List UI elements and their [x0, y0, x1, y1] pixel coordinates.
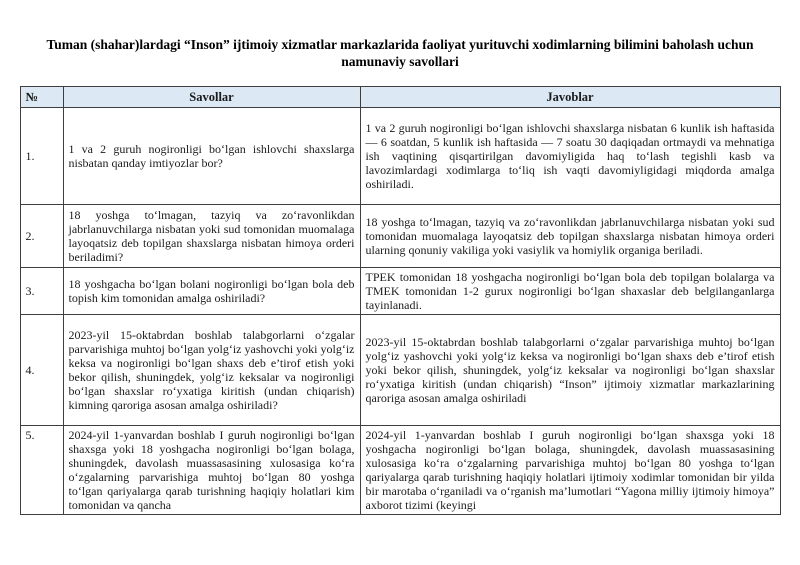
table-row [20, 205, 780, 268]
question-cell: 18 yoshga to‘lmagan, tazyiq va zo‘ravonlikdan jabrlanuvchilarga nisbatan yoki sud tomonidan muomalaga layoqatsiz deb topilgan shaxslarga nisbatan himoya orderi beriladimi? [63, 205, 360, 268]
question-cell [63, 426, 360, 515]
question-text-clipped: 2024-yil 1-yanvardan boshlab I guruh nogironligi bo‘lgan shaxsga yoki 18 yoshgacha nogironligi bo‘lgan bolaga, shuningdek, davolash muassasasining xulosasiga ko‘ra o‘zgalarning parvarishiga muhtoj bo‘lgan 80 yoshga to‘lgan qariyalarga qarab turishning haqiqiy holatlari kim tomonidan va qancha [68, 428, 355, 512]
question-cell: 18 yoshgacha bo‘lgan bolani nogironligi bo‘lgan bola deb topish kim tomonidan amalga oshiriladi? [63, 268, 360, 315]
table-row [20, 315, 780, 426]
column-header-number: № [20, 87, 63, 108]
question-cell: 1 va 2 guruh nogironligi bo‘lgan ishlovchi shaxslarga nisbatan qanday imtiyozlar bor? [63, 108, 360, 205]
page-title: Tuman (shahar)lardagi “Inson” ijtimoiy xizmatlar markazlarida faoliyat yurituvchi xodimlarning bilimini baholash uchun namunaviy savollari [46, 37, 754, 69]
table-row [20, 108, 780, 205]
answer-cell: 18 yoshga to‘lmagan, tazyiq va zo‘ravonlikdan jabrlanuvchilarga nisbatan yoki sud tomonidan muomalaga layoqatsiz deb topilgan shaxslarga nisbatan himoya orderi ularning qonuniy vakiliga yoki vasiylik va homiylik organiga beriladi. [360, 205, 780, 268]
answer-cell: 2023-yil 15-oktabrdan boshlab talabgorlarni o‘zgalar parvarishiga muhtoj bo‘lgan yolg‘iz yashovchi yoki yolg‘iz keksa va nogironligi bo‘lgan shaxs deb e’tirof etish yoki bekor qilish, shuningdek, yolg‘iz keksalar va nogironligi bo‘lgan shaxslar ro‘yxatiga kiritish (undan chiqarish) “Inson” ijtimoiy xizmatlar markazlarining qaroriga asosan amalga oshiriladi [360, 315, 780, 426]
row-number: 3. [20, 268, 63, 315]
answer-cell [360, 426, 780, 515]
answer-text-clipped: 2024-yil 1-yanvardan boshlab I guruh nogironligi bo‘lgan shaxsga yoki 18 yoshgacha nogironligi bo‘lgan bolaga, shuningdek, davolash muassasasining xulosasiga ko‘ra o‘zgalarning parvarishiga muhtoj bo‘lgan 80 yoshga to‘lgan qariyalarga qarab turishning haqiqiy holatlari ijtimoiy xodimlar tomonidan bir yilda bir marotaba o‘rganiladi va o‘rganish ma’lumotlari “Yagona milliy ijtimoiy himoya” axborot tizimi (keyingi [365, 428, 775, 512]
table-header-row [20, 87, 780, 108]
column-header-answers: Javoblar [360, 87, 780, 108]
table-row [20, 268, 780, 315]
row-number: 4. [20, 315, 63, 426]
question-cell: 2023-yil 15-oktabrdan boshlab talabgorlarni o‘zgalar parvarishiga muhtoj bo‘lgan yolg‘iz yashovchi yoki yolg‘iz keksa va nogironligi bo‘lgan shaxs deb e’tirof etish yoki bekor qilish, shuningdek, yolg‘iz keksalar va nogironligi bo‘lgan shaxslar ro‘yxatiga kiritish (undan chiqarish) kimning qaroriga asosan amalga oshiriladi? [63, 315, 360, 426]
table-row [20, 426, 780, 515]
row-number: 5. [20, 426, 63, 515]
answer-cell: 1 va 2 guruh nogironligi bo‘lgan ishlovchi shaxslarga nisbatan 6 kunlik ish haftasida — 6 soatdan, 5 kunlik ish haftasida — 7 soatu 30 daqiqadan ortmaydi va mehnatiga ish vaqtining qisqartirilgan davomiyligida haq to‘lash tegishli kasb va lavozimlardagi xodimlarga to‘liq ish vaqti davomiyligidagi miqdorda amalga oshiriladi. [360, 108, 780, 205]
answer-cell: TPEK tomonidan 18 yoshgacha nogironligi bo‘lgan bola deb topilgan bolalarga va TMEK tomonidan 1-2 gurux nogironligi bo‘lgan shaxaslar deb belgilanganlarga tayinlanadi. [360, 268, 780, 315]
questions-table [20, 86, 781, 515]
column-header-questions: Savollar [63, 87, 360, 108]
row-number: 2. [20, 205, 63, 268]
row-number: 1. [20, 108, 63, 205]
